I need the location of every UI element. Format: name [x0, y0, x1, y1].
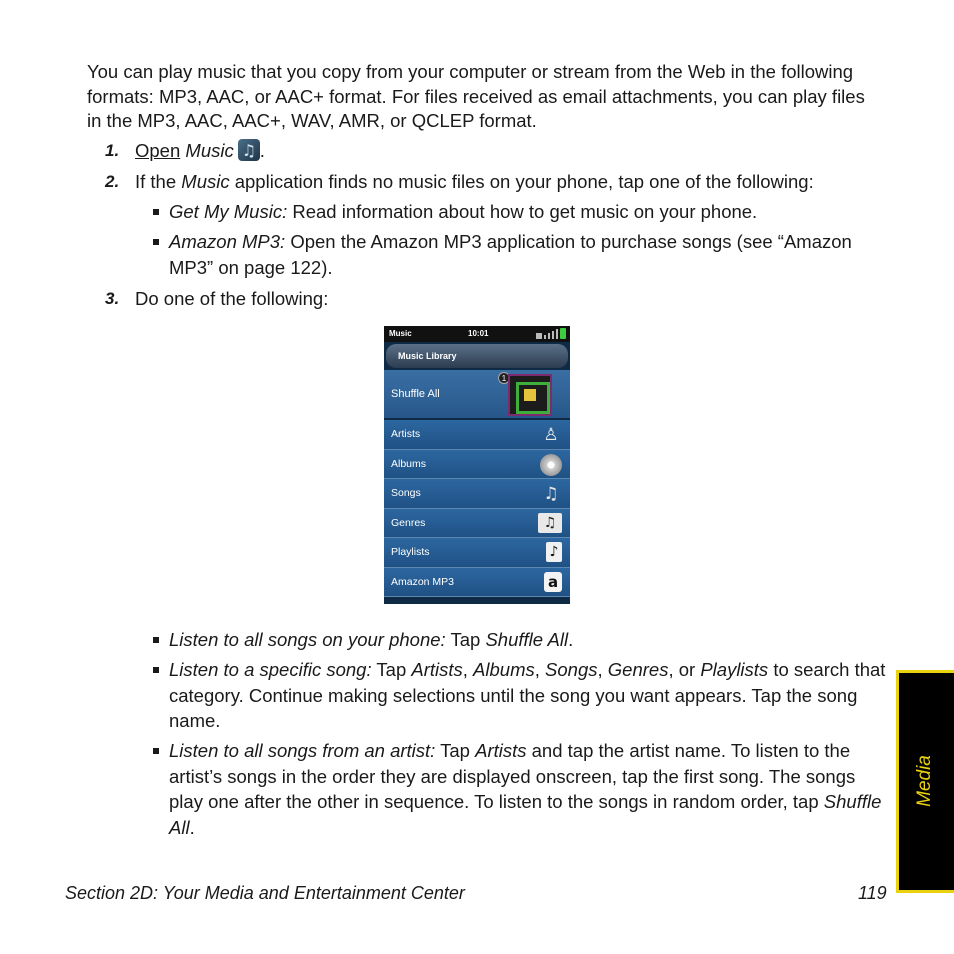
battery-icon [560, 328, 566, 339]
genres-icon: ♫ [538, 513, 562, 533]
bullet-listen-artist: Listen to all songs from an artist: Tap Artists and tap the artist name. To listen to the artist’s songs in the order they are displayed onscreen, tap the first song. The songs play one after the other in sequence. To listen to the songs in random order, tap Shuffle All. [169, 740, 882, 838]
status-time: 10:01 [468, 329, 489, 338]
page-number: 119 [858, 883, 887, 903]
footer-section-title: Section 2D: Your Media and Entertainment Center [65, 883, 465, 903]
step-2-number: 2. [105, 172, 120, 191]
music-library-screenshot [384, 326, 570, 604]
status-icons [536, 328, 566, 339]
shuffle-all-row[interactable] [384, 370, 570, 418]
bullet-amazon-mp3: Amazon MP3: Open the Amazon MP3 application to purchase songs (see “Amazon MP3” on page 122). [169, 231, 852, 278]
step-2-text: If the Music application finds no music files on your phone, tap one of the following: [135, 171, 814, 192]
library-menu [384, 420, 570, 597]
bullet-listen-specific: Listen to a specific song: Tap Artists, Albums, Songs, Genres, or Playlists to search that category. Continue making selections until the song you want appears. Tap the song name. [169, 659, 886, 731]
music-app-name: Music [185, 140, 234, 161]
count-badge: 1 [498, 372, 510, 384]
status-app-name: Music [389, 329, 412, 338]
music-library-header: Music Library [386, 344, 568, 368]
album-art-image [508, 374, 552, 416]
signal-icon [544, 335, 546, 339]
menu-item-songs[interactable]: Songs ♫ [384, 479, 570, 509]
bullet-listen-all: Listen to all songs on your phone: Tap Shuffle All. [169, 629, 574, 650]
step-1-number: 1. [105, 141, 120, 160]
notes-icon: ♫ [543, 484, 559, 504]
step-3-number: 3. [105, 289, 120, 308]
bullet-marker [153, 239, 159, 245]
open-link[interactable]: Open [135, 140, 181, 161]
menu-item-artists[interactable]: Artists ♙ [384, 420, 570, 450]
network-icon [536, 333, 542, 339]
menu-item-amazon-mp3[interactable]: Amazon MP3 a [384, 568, 570, 598]
bullet-marker [153, 637, 159, 643]
menu-item-playlists[interactable]: Playlists ♪ [384, 538, 570, 568]
menu-item-albums[interactable]: Albums [384, 450, 570, 480]
bullet-marker [153, 667, 159, 673]
music-app-icon [238, 139, 260, 161]
person-icon: ♙ [543, 425, 559, 445]
bullet-marker [153, 209, 159, 215]
disc-icon [540, 454, 562, 476]
note-icon: ♪ [546, 542, 562, 562]
bullet-get-my-music: Get My Music: Read information about how to get music on your phone. [169, 201, 758, 222]
step-1-text: Open Music♫ . [135, 139, 265, 164]
status-bar [384, 326, 570, 342]
step-3-text: Do one of the following: [135, 288, 329, 309]
side-tab-label: Media [914, 755, 935, 807]
shuffle-all-label: Shuffle All [391, 388, 440, 400]
amazon-icon: a [544, 572, 562, 592]
intro-paragraph: You can play music that you copy from your computer or stream from the Web in the following formats: MP3, AAC, or AAC+ format. For files received as email attachments, you can play files in the MP3, AAC, AAC+, WAV, AMR, or QCLEP format. [87, 61, 865, 131]
menu-item-genres[interactable]: Genres ♫ [384, 509, 570, 539]
bullet-marker [153, 748, 159, 754]
section-side-tab [896, 670, 954, 893]
